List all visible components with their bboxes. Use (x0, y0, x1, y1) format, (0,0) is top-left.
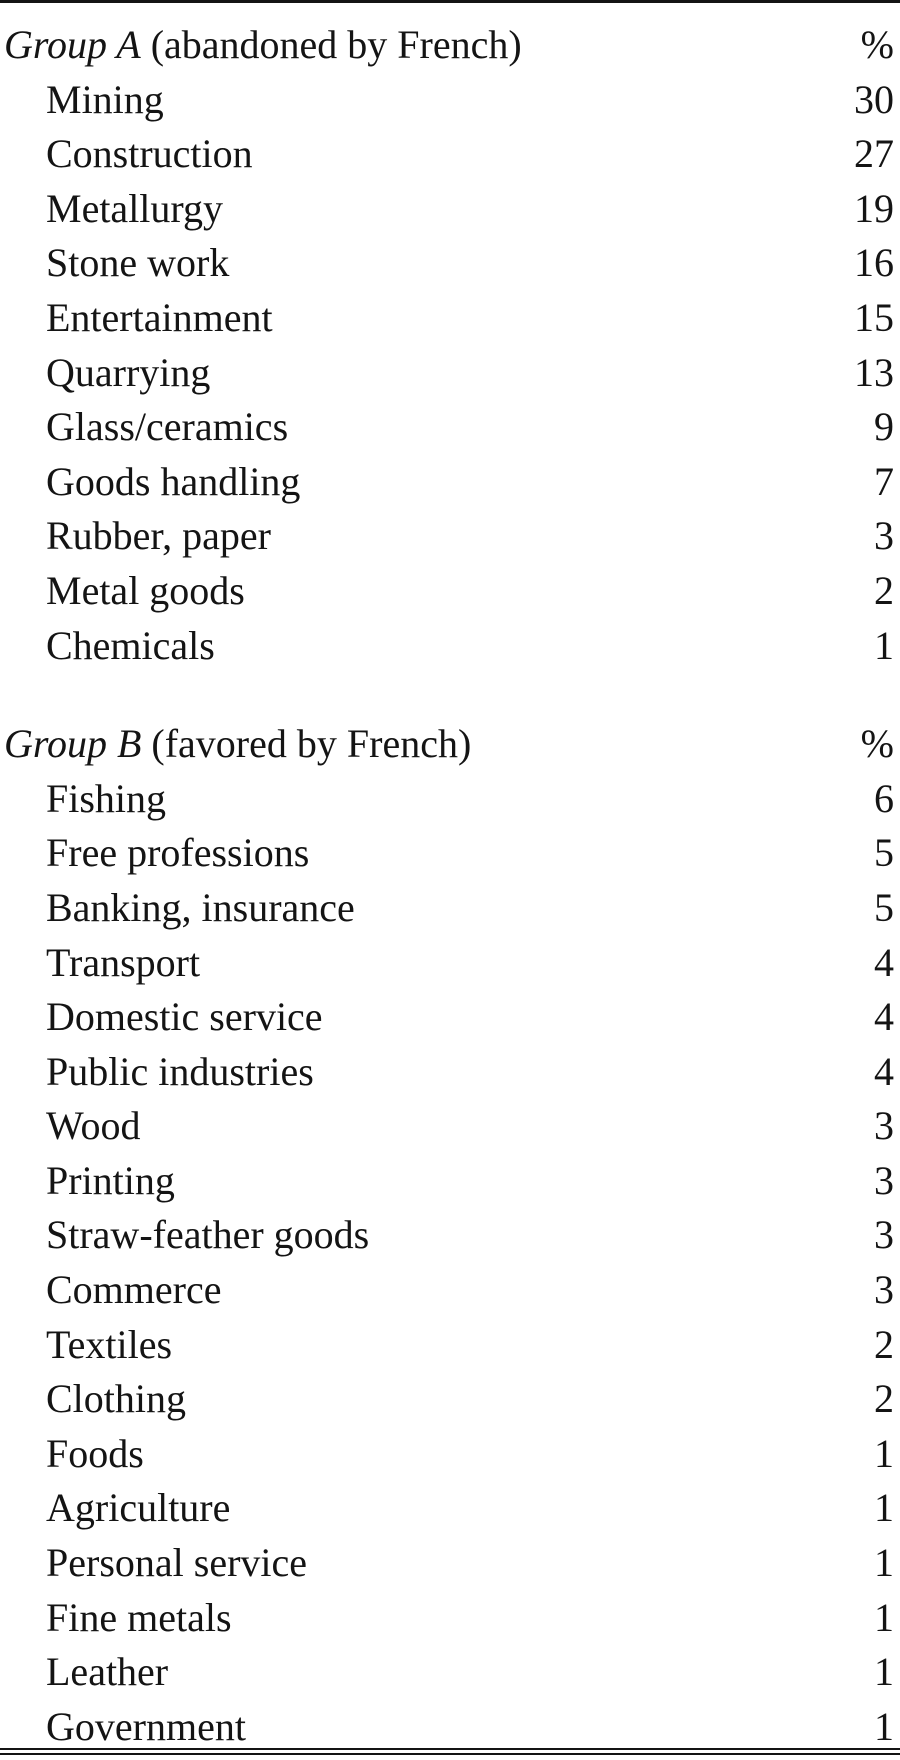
table-row (0, 400, 900, 455)
row-value: 27 (854, 131, 894, 177)
table-row (0, 236, 900, 291)
table-row (0, 619, 900, 674)
row-value: 3 (874, 513, 894, 559)
group-a-unit: % (860, 22, 894, 67)
group-a-title (4, 18, 522, 73)
row-label: Chemicals (46, 622, 215, 668)
row-value: 1 (874, 1485, 894, 1531)
row-label: Personal service (46, 1540, 308, 1586)
row-label: Quarrying (46, 349, 211, 395)
table-row (0, 564, 900, 619)
group-b-unit: % (860, 721, 894, 767)
table-row (0, 1536, 900, 1591)
row-value: 2 (874, 1321, 894, 1367)
row-label: Government (46, 1703, 246, 1749)
row-value: 15 (854, 294, 894, 340)
row-label: Construction (46, 131, 253, 177)
row-label: Goods handling (46, 458, 301, 504)
row-label: Free professions (46, 830, 310, 876)
row-label: Straw-feather goods (46, 1212, 370, 1258)
table-row (0, 455, 900, 510)
table-row (0, 182, 900, 237)
table-row (0, 346, 900, 401)
table-row (0, 509, 900, 564)
row-label: Public industries (46, 1048, 314, 1094)
row-label: Agriculture (46, 1485, 231, 1531)
row-label: Rubber, paper (46, 513, 271, 559)
row-label: Banking, insurance (46, 884, 355, 930)
row-label: Glass/ceramics (46, 404, 289, 450)
table-row (0, 1372, 900, 1427)
row-label: Metal goods (46, 567, 245, 613)
row-value: 3 (874, 1103, 894, 1149)
group-b-name: Group B (4, 721, 142, 767)
table-row (0, 73, 900, 128)
row-value: 19 (854, 185, 894, 231)
row-value: 9 (874, 404, 894, 450)
group-b-note: (favored by French) (141, 721, 472, 767)
table-row (0, 772, 900, 827)
row-value: 4 (874, 1048, 894, 1094)
table-row (0, 127, 900, 182)
table-row (0, 1591, 900, 1646)
row-label: Entertainment (46, 294, 273, 340)
top-rule (0, 0, 900, 3)
row-label: Fine metals (46, 1594, 232, 1640)
row-value: 1 (874, 1430, 894, 1476)
row-value: 13 (854, 349, 894, 395)
row-label: Domestic service (46, 994, 323, 1040)
row-label: Mining (46, 76, 164, 122)
row-label: Leather (46, 1649, 169, 1695)
group-spacer (0, 673, 900, 717)
row-label: Printing (46, 1157, 175, 1203)
row-value: 2 (874, 1376, 894, 1422)
table-row (0, 1318, 900, 1373)
row-value: 5 (874, 830, 894, 876)
row-value: 1 (874, 622, 894, 668)
row-value: 1 (874, 1703, 894, 1749)
group-a-name: Group A (4, 22, 141, 67)
table-row (0, 990, 900, 1045)
table-row (0, 1208, 900, 1263)
row-value: 6 (874, 775, 894, 821)
row-value: 4 (874, 994, 894, 1040)
row-value: 3 (874, 1212, 894, 1258)
row-value: 16 (854, 240, 894, 286)
table-row (0, 826, 900, 881)
group-a-header (0, 18, 900, 73)
occupation-table (0, 18, 900, 1754)
row-value: 4 (874, 939, 894, 985)
group-b-header (0, 717, 900, 772)
row-value: 3 (874, 1267, 894, 1313)
row-label: Wood (46, 1103, 141, 1149)
row-value: 1 (874, 1594, 894, 1640)
group-b-title (4, 717, 471, 772)
table-row (0, 1427, 900, 1482)
row-value: 5 (874, 884, 894, 930)
row-value: 1 (874, 1540, 894, 1586)
row-label: Transport (46, 939, 201, 985)
row-label: Textiles (46, 1321, 173, 1367)
table-row (0, 936, 900, 991)
row-label: Fishing (46, 775, 167, 821)
row-value: 2 (874, 567, 894, 613)
table-row (0, 1700, 900, 1755)
table-row (0, 291, 900, 346)
table-row (0, 881, 900, 936)
row-value: 1 (874, 1649, 894, 1695)
row-value: 7 (874, 458, 894, 504)
table-row (0, 1481, 900, 1536)
table-row (0, 1099, 900, 1154)
row-label: Metallurgy (46, 185, 224, 231)
row-label: Foods (46, 1430, 144, 1476)
row-value: 3 (874, 1157, 894, 1203)
table-row (0, 1154, 900, 1209)
table-row (0, 1045, 900, 1100)
row-value: 30 (854, 76, 894, 122)
bottom-double-rule (0, 1748, 900, 1755)
group-a-note: (abandoned by French) (140, 22, 522, 67)
table-row (0, 1263, 900, 1318)
table-row (0, 1645, 900, 1700)
row-label: Clothing (46, 1376, 187, 1422)
row-label: Stone work (46, 240, 230, 286)
row-label: Commerce (46, 1267, 222, 1313)
